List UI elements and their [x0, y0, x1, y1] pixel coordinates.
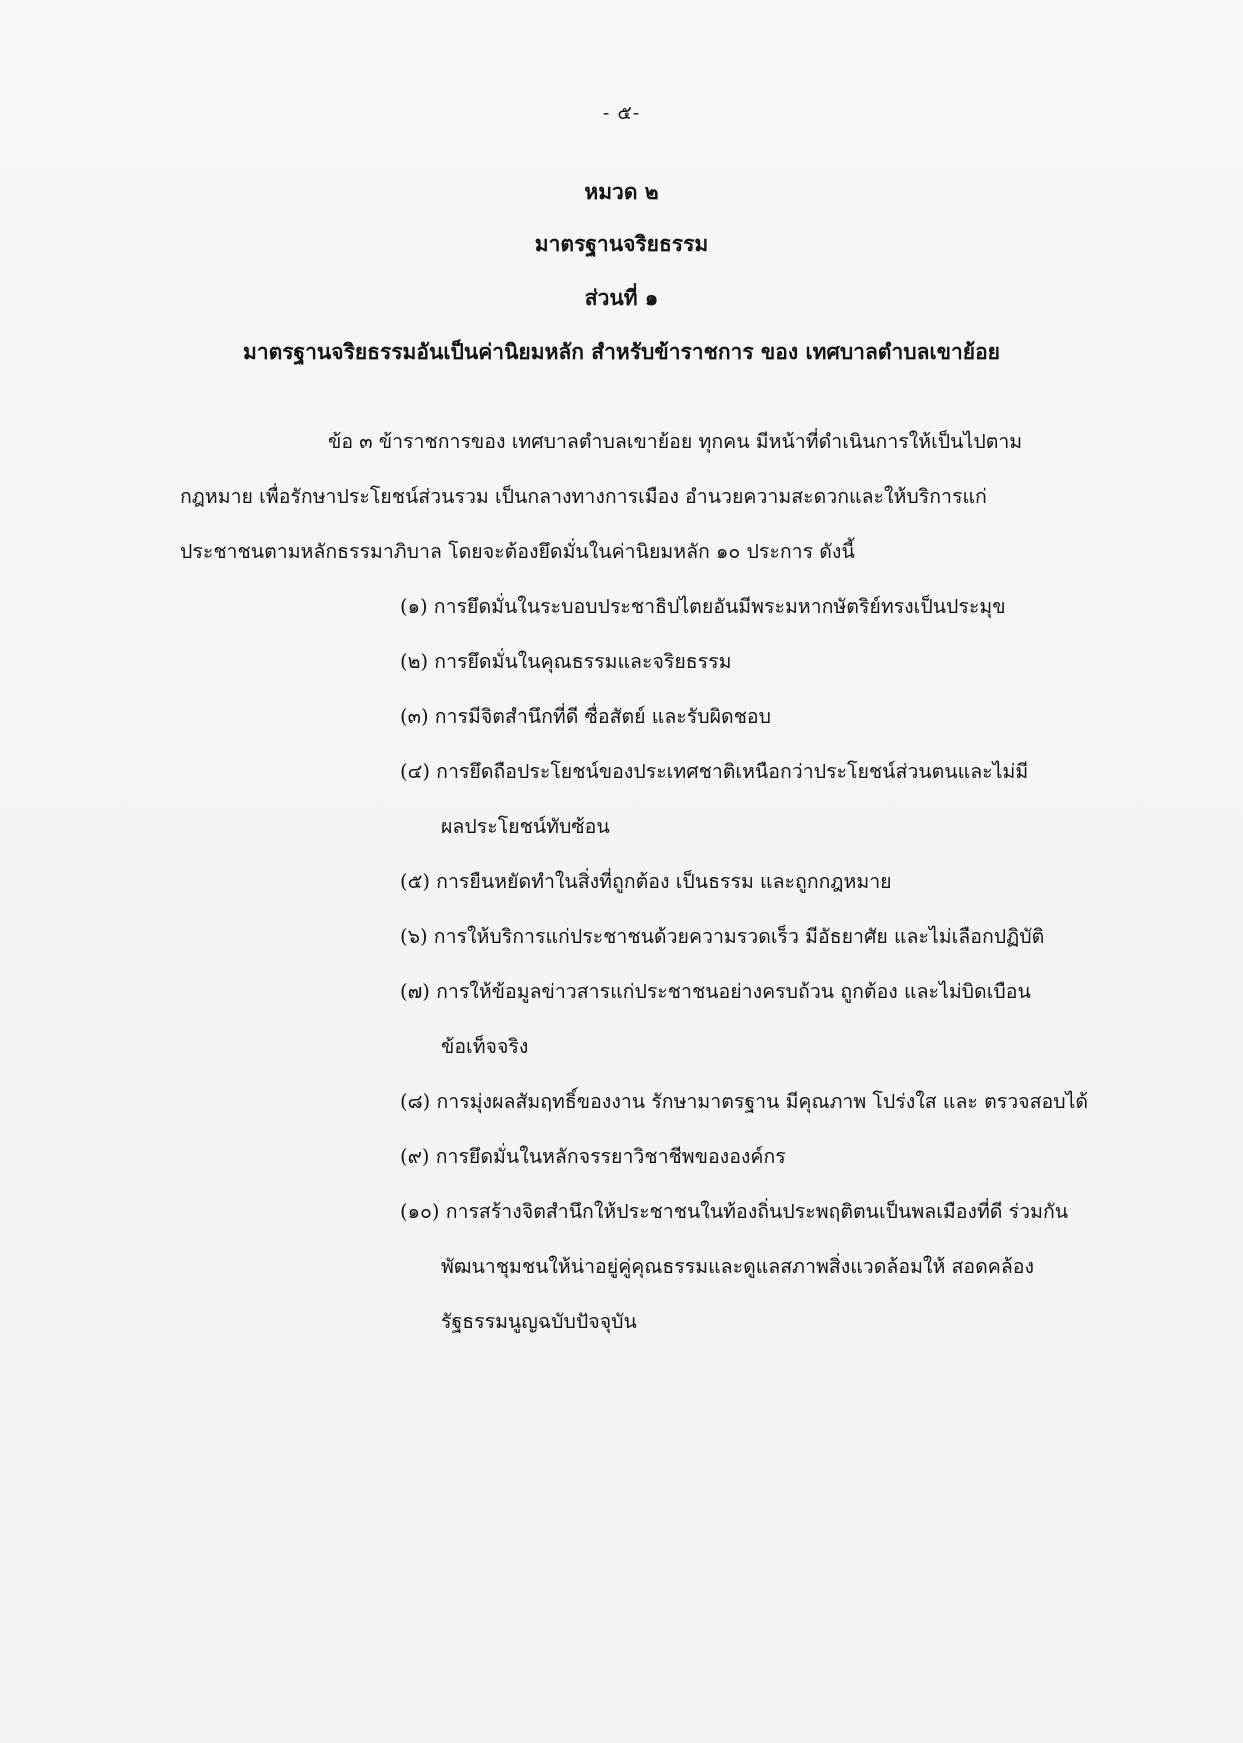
list-item-4: (๔) การยึดถือประโยชน์ของประเทศชาติเหนือกว่าประโยชน์ส่วนตนและไม่มี: [400, 760, 1029, 783]
page-number: - ๕-: [602, 102, 641, 124]
paragraph-line: ข้อ ๓ ข้าราชการของ เทศบาลตำบลเขาย้อย ทุกคน มีหน้าที่ดำเนินการให้เป็นไปตาม: [328, 430, 1023, 453]
list-item-7: (๗) การให้ข้อมูลข่าวสารแก่ประชาชนอย่างครบถ้วน ถูกต้อง และไม่บิดเบือน: [400, 980, 1031, 1003]
list-item-8: (๘) การมุ่งผลสัมฤทธิ์ของงาน รักษามาตรฐาน มีคุณภาพ โปร่งใส และ ตรวจสอบได้: [400, 1090, 1089, 1113]
list-item-10-continuation: พัฒนาชุมชนให้น่าอยู่คู่คุณธรรมและดูแลสภาพสิ่งแวดล้อมให้ สอดคล้อง: [441, 1255, 1035, 1278]
paragraph-line: ประชาชนตามหลักธรรมาภิบาล โดยจะต้องยึดมั่นในค่านิยมหลัก ๑๐ ประการ ดังนี้: [180, 540, 855, 563]
part-heading: ส่วนที่ ๑: [584, 285, 659, 310]
section-title: มาตรฐานจริยธรรม: [534, 231, 709, 256]
chapter-heading: หมวด ๒: [584, 179, 659, 204]
list-item-7-continuation: ข้อเท็จจริง: [441, 1035, 529, 1058]
list-item-5: (๕) การยืนหยัดทำในสิ่งที่ถูกต้อง เป็นธรรม และถูกกฎหมาย: [400, 870, 892, 893]
part-title: มาตรฐานจริยธรรมอันเป็นค่านิยมหลัก สำหรับข้าราชการ ของ เทศบาลตำบลเขาย้อย: [243, 339, 1000, 364]
paragraph-line: กฎหมาย เพื่อรักษาประโยชน์ส่วนรวม เป็นกลางทางการเมือง อำนวยความสะดวกและให้บริการแก่: [180, 485, 987, 508]
list-item-3: (๓) การมีจิตสำนึกที่ดี ซื่อสัตย์ และรับผิดชอบ: [400, 705, 772, 728]
list-item-10-continuation: รัฐธรรมนูญฉบับปัจจุบัน: [441, 1310, 637, 1333]
list-item-2: (๒) การยึดมั่นในคุณธรรมและจริยธรรม: [400, 650, 732, 673]
list-item-10: (๑๐) การสร้างจิตสำนึกให้ประชาชนในท้องถิ่นประพฤติตนเป็นพลเมืองที่ดี ร่วมกัน: [400, 1200, 1069, 1223]
list-item-9: (๙) การยึดมั่นในหลักจรรยาวิชาชีพขององค์กร: [400, 1145, 786, 1168]
list-item-4-continuation: ผลประโยชน์ทับซ้อน: [441, 815, 610, 838]
list-item-6: (๖) การให้บริการแก่ประชาชนด้วยความรวดเร็ว มีอัธยาศัย และไม่เลือกปฏิบัติ: [400, 925, 1045, 948]
list-item-1: (๑) การยึดมั่นในระบอบประชาธิปไตยอันมีพระมหากษัตริย์ทรงเป็นประมุข: [400, 595, 1006, 618]
